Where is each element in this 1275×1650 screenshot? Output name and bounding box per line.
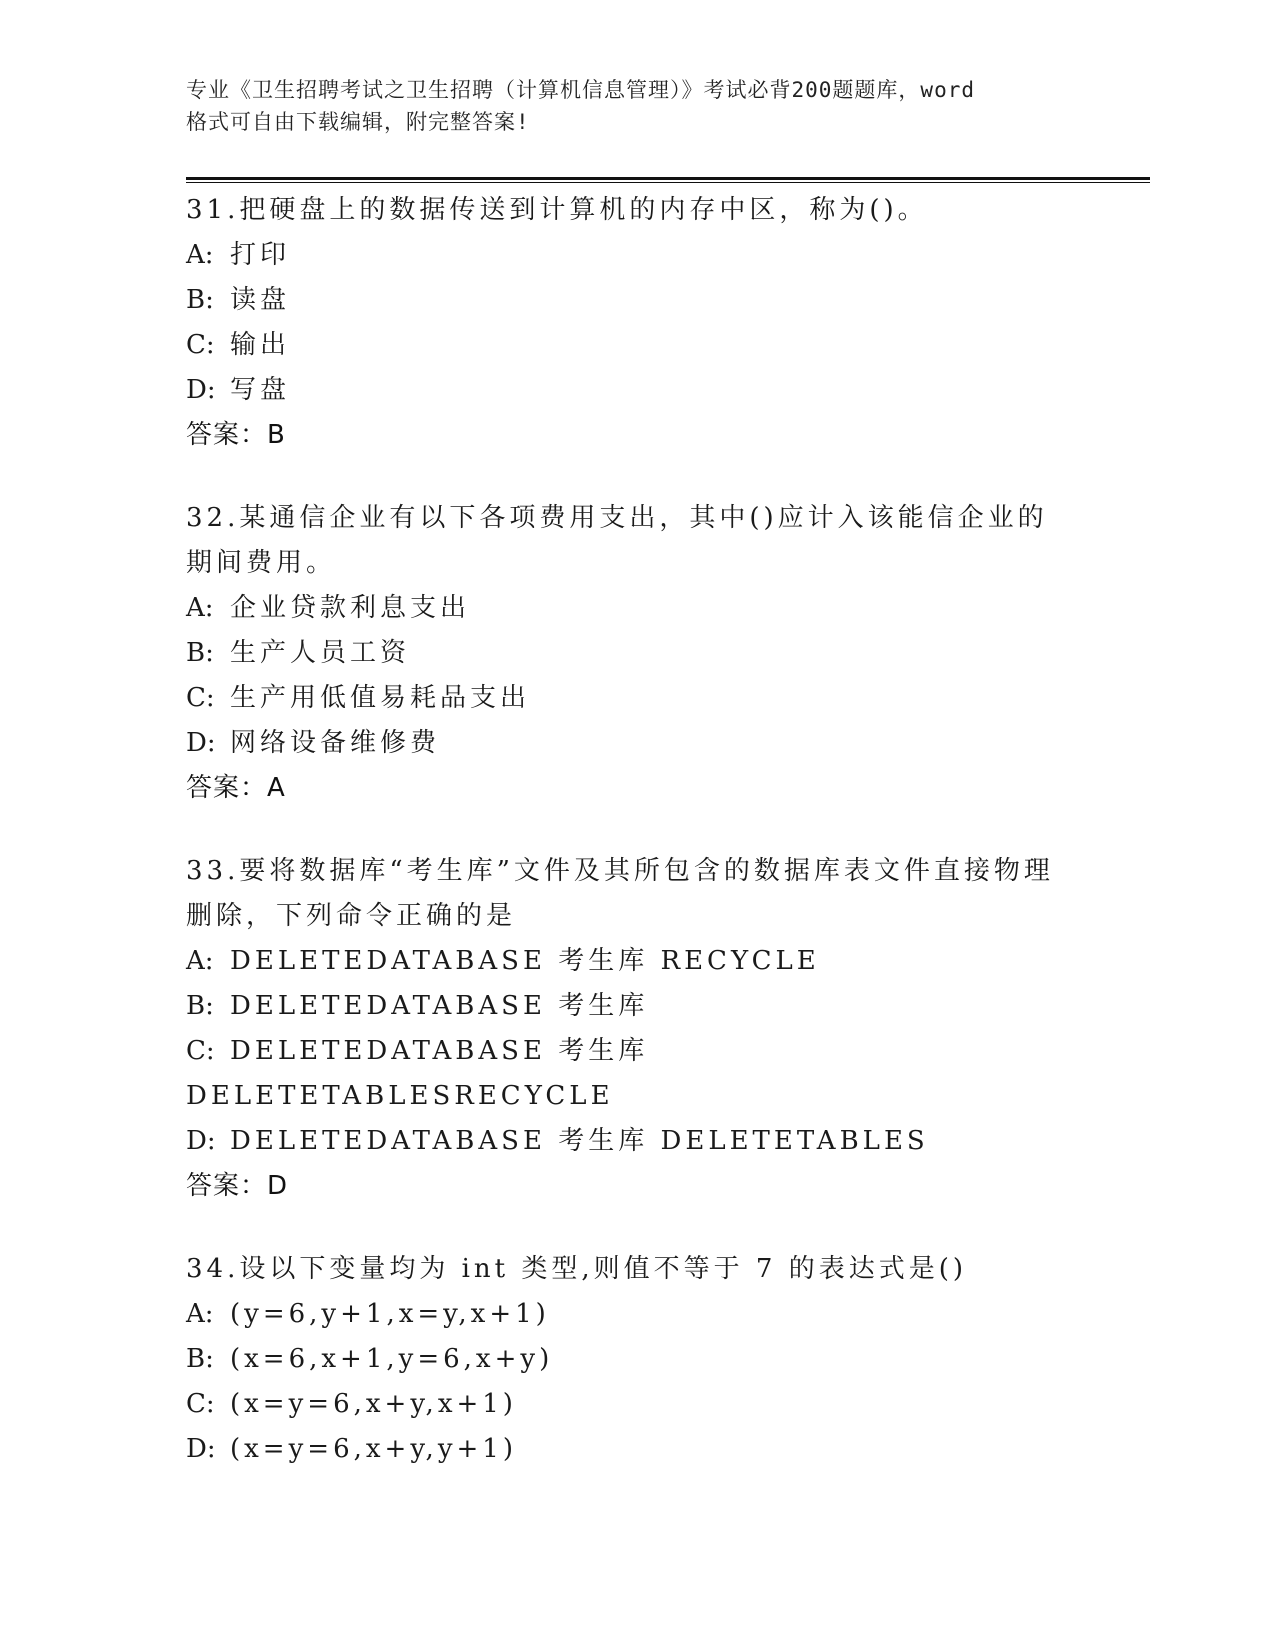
option-d bbox=[186, 368, 1086, 413]
option-label: A: bbox=[186, 240, 214, 270]
option-a bbox=[186, 233, 1086, 278]
header-divider-thin bbox=[186, 182, 1150, 183]
question-list bbox=[186, 188, 1086, 1510]
answer-line: 答案：B bbox=[186, 420, 286, 450]
option-a bbox=[186, 586, 1086, 631]
answer-line: 答案：D bbox=[186, 1171, 289, 1201]
option-text: (x=y=6,x+y,y+1) bbox=[230, 1434, 517, 1464]
option-text: DELETEDATABASE 考生库 DELETETABLESRECYCLE bbox=[186, 1036, 649, 1111]
option-label: D: bbox=[186, 1434, 216, 1464]
option-text: DELETEDATABASE 考生库 RECYCLE bbox=[230, 946, 820, 976]
question-text: 33.要将数据库“考生库”文件及其所包含的数据库表文件直接物理删除，下列命令正确的是 bbox=[186, 856, 1054, 931]
option-d bbox=[186, 1119, 1086, 1164]
header-divider-thick bbox=[186, 177, 1150, 180]
option-label: D: bbox=[186, 728, 216, 758]
option-label: C: bbox=[186, 1389, 215, 1419]
option-text: 读盘 bbox=[230, 285, 291, 315]
option-label: C: bbox=[186, 1036, 215, 1066]
option-label: A: bbox=[186, 1299, 214, 1329]
option-c bbox=[186, 323, 1086, 368]
option-text: (x=y=6,x+y,x+1) bbox=[230, 1389, 517, 1419]
option-label: B: bbox=[186, 285, 214, 315]
option-a bbox=[186, 1292, 1086, 1337]
option-text: (x=6,x+1,y=6,x+y) bbox=[230, 1344, 554, 1374]
answer-line: 答案：A bbox=[186, 773, 286, 803]
option-b bbox=[186, 278, 1086, 323]
option-d bbox=[186, 1427, 1086, 1472]
option-text: 打印 bbox=[230, 240, 291, 270]
option-b bbox=[186, 1337, 1086, 1382]
option-label: B: bbox=[186, 1344, 214, 1374]
option-label: A: bbox=[186, 593, 214, 623]
option-label: C: bbox=[186, 683, 215, 713]
header-line-2: 格式可自由下载编辑，附完整答案! bbox=[186, 110, 530, 134]
option-text: DELETEDATABASE 考生库 DELETETABLES bbox=[230, 1126, 929, 1156]
option-label: B: bbox=[186, 991, 214, 1021]
option-c bbox=[186, 1382, 1086, 1427]
option-text: 生产用低值易耗品支出 bbox=[230, 683, 531, 713]
question-text: 34.设以下变量均为 int 类型,则值不等于 7 的表达式是() bbox=[186, 1254, 968, 1284]
option-text: DELETEDATABASE 考生库 bbox=[230, 991, 649, 1021]
option-text: 生产人员工资 bbox=[230, 638, 411, 668]
option-text: 网络设备维修费 bbox=[230, 728, 441, 758]
question-31 bbox=[186, 188, 1086, 458]
question-text: 31.把硬盘上的数据传送到计算机的内存中区，称为()。 bbox=[186, 195, 928, 225]
option-label: D: bbox=[186, 1126, 216, 1156]
option-c bbox=[186, 676, 1086, 721]
question-33 bbox=[186, 849, 1086, 1209]
option-a bbox=[186, 939, 1086, 984]
option-c bbox=[186, 1029, 1086, 1119]
option-label: D: bbox=[186, 375, 216, 405]
document-header bbox=[186, 74, 1086, 138]
option-b bbox=[186, 631, 1086, 676]
option-d bbox=[186, 721, 1086, 766]
option-text: 输出 bbox=[230, 330, 291, 360]
option-b bbox=[186, 984, 1086, 1029]
option-label: C: bbox=[186, 330, 215, 360]
option-text: (y=6,y+1,x=y,x+1) bbox=[230, 1299, 550, 1329]
question-32 bbox=[186, 496, 1086, 811]
option-label: A: bbox=[186, 946, 214, 976]
option-text: 写盘 bbox=[230, 375, 291, 405]
question-34 bbox=[186, 1247, 1086, 1472]
option-label: B: bbox=[186, 638, 214, 668]
header-line-1: 专业《卫生招聘考试之卫生招聘（计算机信息管理）》考试必背200题题库，word bbox=[186, 78, 975, 102]
option-text: 企业贷款利息支出 bbox=[230, 593, 471, 623]
question-text: 32.某通信企业有以下各项费用支出，其中()应计入该能信企业的期间费用。 bbox=[186, 503, 1048, 578]
